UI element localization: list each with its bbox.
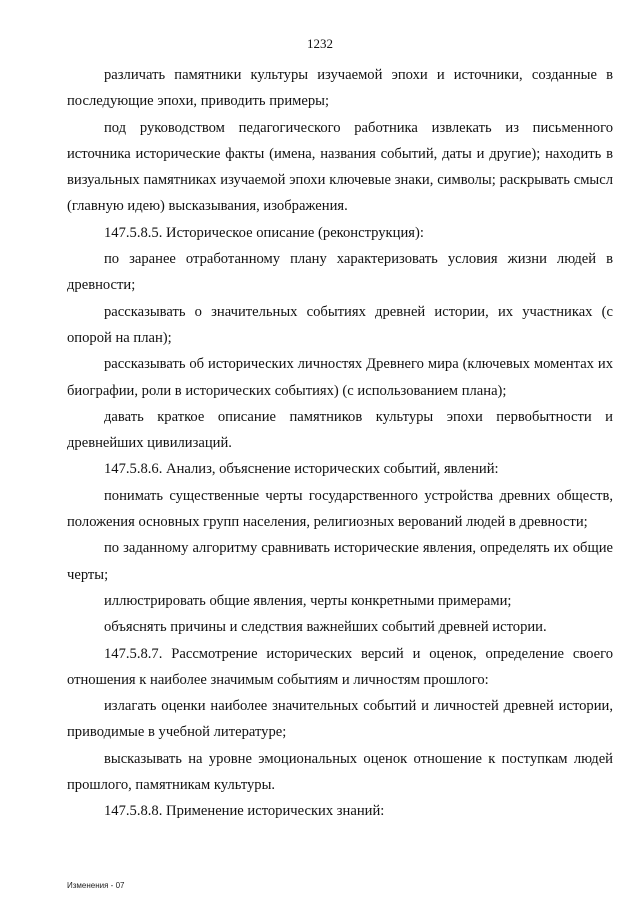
paragraph: рассказывать об исторических личностях Древнего мира (ключевых моментах их биографии, роли в исторических событиях) (с использованием плана); (67, 356, 613, 399)
paragraph: по заданному алгоритму сравнивать исторические явления, определять их общие черты; (67, 540, 613, 583)
document-body (67, 62, 613, 825)
paragraph: понимать существенные черты государственного устройства древних обществ, положения основных групп населения, религиозных верований людей в древности; (67, 487, 613, 531)
paragraph: рассказывать о значительных событиях древней истории, их участниках (с опорой на план); (67, 303, 613, 346)
section-heading: 147.5.8.8. Применение исторических знаний: (104, 803, 385, 820)
paragraph: излагать оценки наиболее значительных событий и личностей древней истории, приводимые в учебной литературе; (67, 698, 613, 741)
paragraph: высказывать на уровне эмоциональных оценок отношение к поступкам людей прошлого, памятникам культуры. (67, 750, 613, 794)
section-heading: 147.5.8.7. Рассмотрение исторических версий и оценок, определение своего отношения к наиболее значимым событиям и личностям прошлого: (67, 645, 613, 688)
footer-note: Изменения - 07 (67, 881, 125, 890)
paragraph: объяснять причины и следствия важнейших событий древней истории. (104, 619, 547, 636)
section-heading: 147.5.8.6. Анализ, объяснение исторических событий, явлений: (104, 461, 499, 478)
paragraph: под руководством педагогического работника извлекать из письменного источника исторические факты (имена, названия событий, даты и другие); находить в визуальных памятниках изучаемой эпохи ключевые знаки, символы; раскрывать смысл (главную идею) высказывания, изображения. (67, 119, 613, 215)
page-number: 1232 (307, 36, 333, 51)
section-heading: 147.5.8.5. Историческое описание (реконструкция): (104, 224, 424, 241)
paragraph: давать краткое описание памятников культуры эпохи первобытности и древнейших цивилизаций. (67, 408, 613, 452)
paragraph: по заранее отработанному плану характеризовать условия жизни людей в древности; (67, 251, 613, 294)
paragraph: иллюстрировать общие явления, черты конкретными примерами; (104, 592, 512, 609)
paragraph: различать памятники культуры изучаемой эпохи и источники, созданные в последующие эпохи, приводить примеры; (67, 67, 613, 110)
